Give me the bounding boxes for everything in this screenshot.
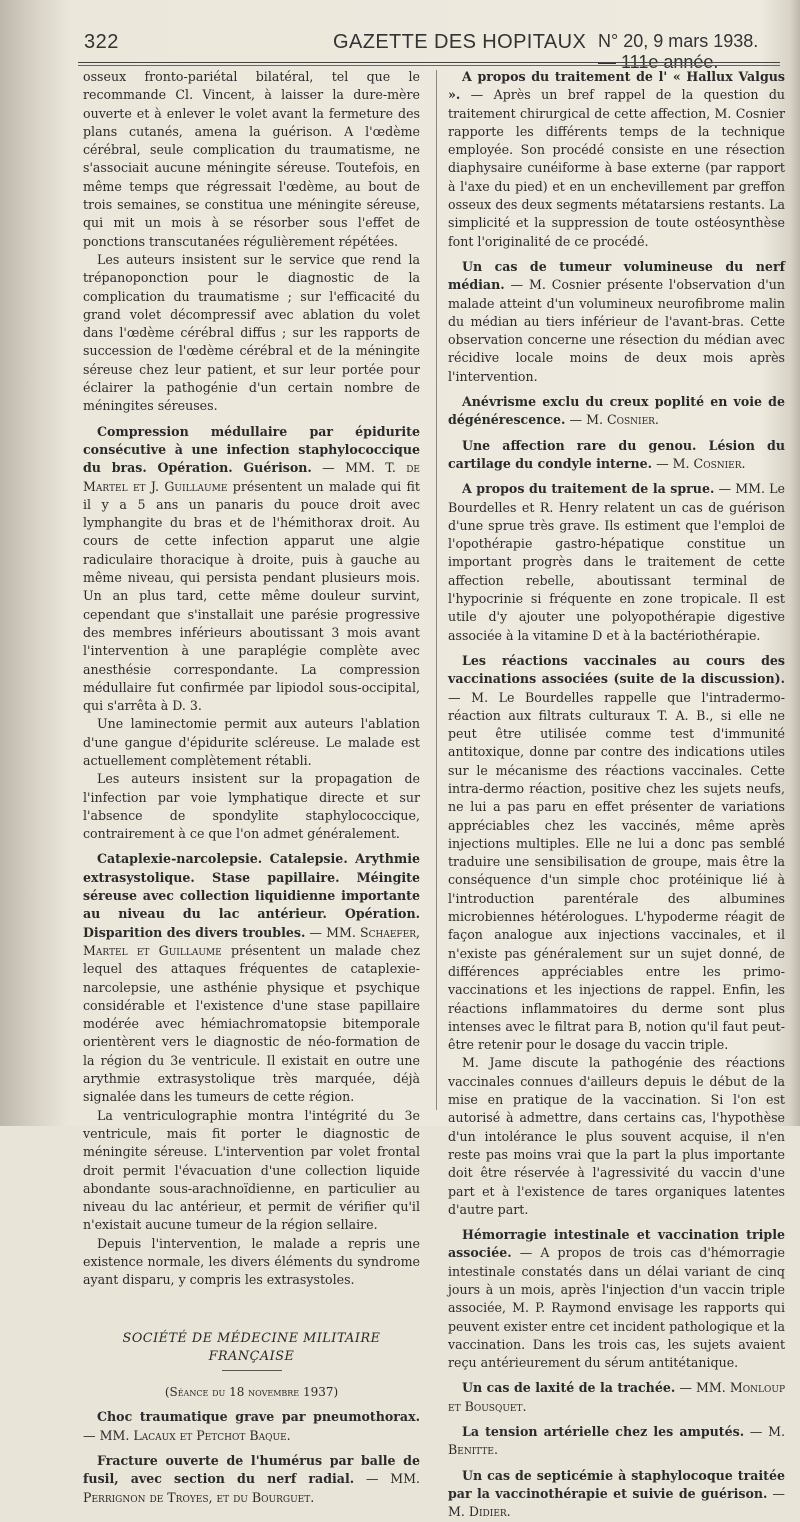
communication: Les réactions vaccinales au cours des vaccinations associées (suite de la discussion). — M. Le Bourdelles rappelle que l'intradermo-réaction aux filtrats culturaux T. A. B., si elle ne peut être utilisée comme test d'immunité antitoxique, donne par contre des indications utiles sur le mécanisme des réactions vaccinales. Cette intra-dermo réaction, positive chez les sujets neufs, ne lui a pas paru en effet présenter de variations appréciables chez les vaccinés, même après injections multiples. Elle ne lui a donc pas semblé traduire une sensibilisation de groupe, mais être la conséquence d'un simple choc protéinique lié à l'introduction parentérale des albumines microbiennes hétérologues. L'hypoderme réagit de façon analogue aux injections vaccinales, et il n'existe pas généralement sur un sujet donné, de différences appréciables entre les primo-vaccinations et les injections de rappel. Enfin, les réactions inflammatoires du derme sont plus intenses avec le filtrat para B, notion qu'il faut peut-être retenir pour le dosage du vaccin triple. — [448, 652, 785, 1053]
communication: Une affection rare du genou. Lésion du cartilage du condyle interne. — M. Cosnier. — [448, 437, 785, 471]
paragraph: La ventriculographie montra l'intégrité du 3e ventricule, mais fit porter le diagnostic de méningite séreuse. L'intervention par volet frontal droit permit l'évacuation d'une collection liquide abondante sous-arachnoïdienne, en particulier au niveau du lac antérieur, et permit de vérifier qu'il n'existait aucune tumeur de la région sellaire. — [83, 1107, 420, 1233]
communication: La tension artérielle chez les amputés. — M. Benitte. — [448, 1424, 785, 1458]
page-number: 322 — [84, 31, 119, 53]
left-column — [83, 68, 421, 1505]
paragraph: M. Jame discute la pathogénie des réactions vaccinales connues d'ailleurs depuis le début de la mise en pratique de la vaccination. Si l'on est autorisé à admettre, dans certains cas, l'hypothèse d'un intolérance le plus souvent acquise, il n'en reste pas moins vrai que la part la plus importante doit être réservée à l'agressivité du vaccin d'une part et à l'existence de tares organiques latentes d'autre part. — [448, 1055, 785, 1217]
running-header — [78, 28, 780, 72]
communication: A propos du traitement de l' « Hallux Valgus ». — Après un bref rappel de la question du traitement chirurgical de cette affection, M. Cosnier rapporte les différents temps de la technique employée. Son procédé consiste en une résection diaphysaire cunéiforme à base externe (par rapport à l'axe du pied) et en un enchevillement par greffon osseux des deux segments métatarsiens restants. La simplicité et la suppression de toute ostéosynthèse font l'originalité de ce procédé. — [448, 69, 785, 249]
paragraph: Les auteurs insistent sur le service que rend la trépanoponction pour le diagnostic de la complication du traumatisme ; sur l'efficacité du grand volet décompressif avec ablation du volet dans l'œdème cérébral diffus ; sur les rapports de succession de l'œdème cérébral et de la méningite séreuse chez leur patient, et sur leur portée pour éclairer la pathogénie d'un certain nombre de méningites séreuses. — [83, 251, 420, 414]
paragraph: osseux fronto-pariétal bilatéral, tel que le recommande Cl. Vincent, à laisser la dure-mère ouverte et à enlever le volet avant la fermeture des plans cutanés, amena la guérison. A l'œdème cérébral, seule complication du traumatisme, ne s'associait aucune méningite séreuse. Toutefois, en même temps que régressait l'œdème, au bout de trois semaines, se constitua une méningite séreuse, qui mit un mois à se résorber sous l'effet de ponctions transcutanées régulièrement répétées. — [83, 69, 420, 249]
column-divider — [436, 70, 437, 1110]
communication: Hémorragie intestinale et vaccination triple associée. — A propos de trois cas d'hémorragie intestinale constatés dans un délai variant de cinq jours à un mois, après l'injection d'un vaccin triple associée, M. P. Raymond envisage les rapports qui peuvent exister entre cet incident pathologique et la vaccination. Dans les trois cas, les sujets avaient reçu antérieurement du sérum antitétanique. — [448, 1227, 785, 1371]
communication: Anévrisme exclu du creux poplité en voie de dégénérescence. — M. Cosnier. — [448, 394, 785, 428]
right-column — [448, 68, 785, 1520]
paragraph: Une laminectomie permit aux auteurs l'ablation d'une gangue d'épidurite scléreuse. Le malade est actuellement complètement rétabli. — [83, 716, 420, 768]
communication-heading: Choc traumatique grave par pneumothorax. — MM. Lacaux et Petchot Baque. — [83, 1409, 420, 1443]
header-rule — [78, 62, 780, 66]
journal-title: GAZETTE DES HOPITAUX — [333, 31, 587, 53]
paragraph: Depuis l'intervention, le malade a repris une existence normale, les divers éléments du syndrome ayant disparu, y compris les extrasystoles. — [83, 1235, 420, 1288]
society-title: SOCIÉTÉ DE MÉDECINE MILITAIRE FRANÇAISE — [122, 1330, 381, 1364]
communication: Un cas de tumeur volumineuse du nerf médian. — M. Cosnier présente l'observation d'un malade atteint d'un volumineux neurofibrome malin du médian au tiers inférieur de l'avant-bras. Cette observation concerne une résection du médian avec récidive locale moins de deux mois après l'intervention. — [448, 258, 785, 384]
communication: A propos du traitement de la sprue. — MM. Le Bourdelles et R. Henry relatent un cas de guérison d'une sprue très grave. Ils estiment que l'emploi de l'opothérapie gastro-hépatique constitue un important progrès dans le traitement de cette affection rebelle, aboutissant terminal de l'hypocrinie si fréquente en zone tropicale. Il est utile d'y ajouter une polyopothérapie digestive associée à la vitamine D et à la bactériothérapie. — [448, 481, 785, 643]
communication: Un cas de septicémie à staphylocoque traitée par la vaccinothérapie et suivie de guérison. — M. Didier. — [448, 1467, 785, 1520]
seance-date: (Séance du 18 novembre 1937) — [164, 1385, 339, 1400]
communication-heading: Cataplexie-narcolepsie. Catalepsie. Arythmie extrasystolique. Stase papillaire. Méingite séreuse avec collection liquidienne importante au niveau du lac antérieur. Opération. Disparition des divers troubles. — MM. Schaefer, Martel et Guillaume présentent un malade chez lequel des attaques fréquentes de cataplexie-narcolepsie, une asthénie physique et psychique considérable et l'existence d'une stase papillaire modérée avec hémiachromatopsie bitemporale orientèrent vers le diagnostic de néo-formation de la région du 3e ventricule. Il existait en outre une arythmie extrasystolique très marquée, déjà signalée dans les tumeurs de cette région. — [83, 851, 421, 1105]
society-rule — [222, 1370, 282, 1371]
paragraph: Les auteurs insistent sur la propagation de l'infection par voie lymphatique directe et sur l'absence de spondylite staphylococcique, contrairement à ce que l'on admet généralement. — [83, 771, 420, 842]
communication-heading: Fracture ouverte de l'humérus par balle de fusil, avec section du nerf radial. — MM. Perrignon de Troyes, et du Bourguet. — [83, 1453, 420, 1505]
issue-date: N° 20, 9 mars 1938. — 111e année. — [598, 31, 759, 72]
communication-heading: Compression médullaire par épidurite consécutive à une infection staphylococcique du bras. Opération. Guérison. — MM. T. de Martel et J. Guillaume présentent un malade qui fit il y a 5 ans un panaris du pouce droit avec lymphangite du bras et de l'hémithorax droit. Au cours de cette infection apparut une algie radiculaire thoracique à droite, puis à gauche au même niveau, qui persista pendant plusieurs mois. Un an plus tard, cette même douleur survint, cependant que s'installait une parésie progressive des membres inférieurs aboutissant 3 mois avant l'intervention à une paraplégie complète avec anesthésie correspondante. La compression médullaire fut confirmée par lipiodol sous-occipital, qui s'arrêta à D. 3. — [83, 423, 420, 714]
communication: Un cas de laxité de la trachée. — MM. Monloup et Bousquet. — [448, 1380, 785, 1414]
